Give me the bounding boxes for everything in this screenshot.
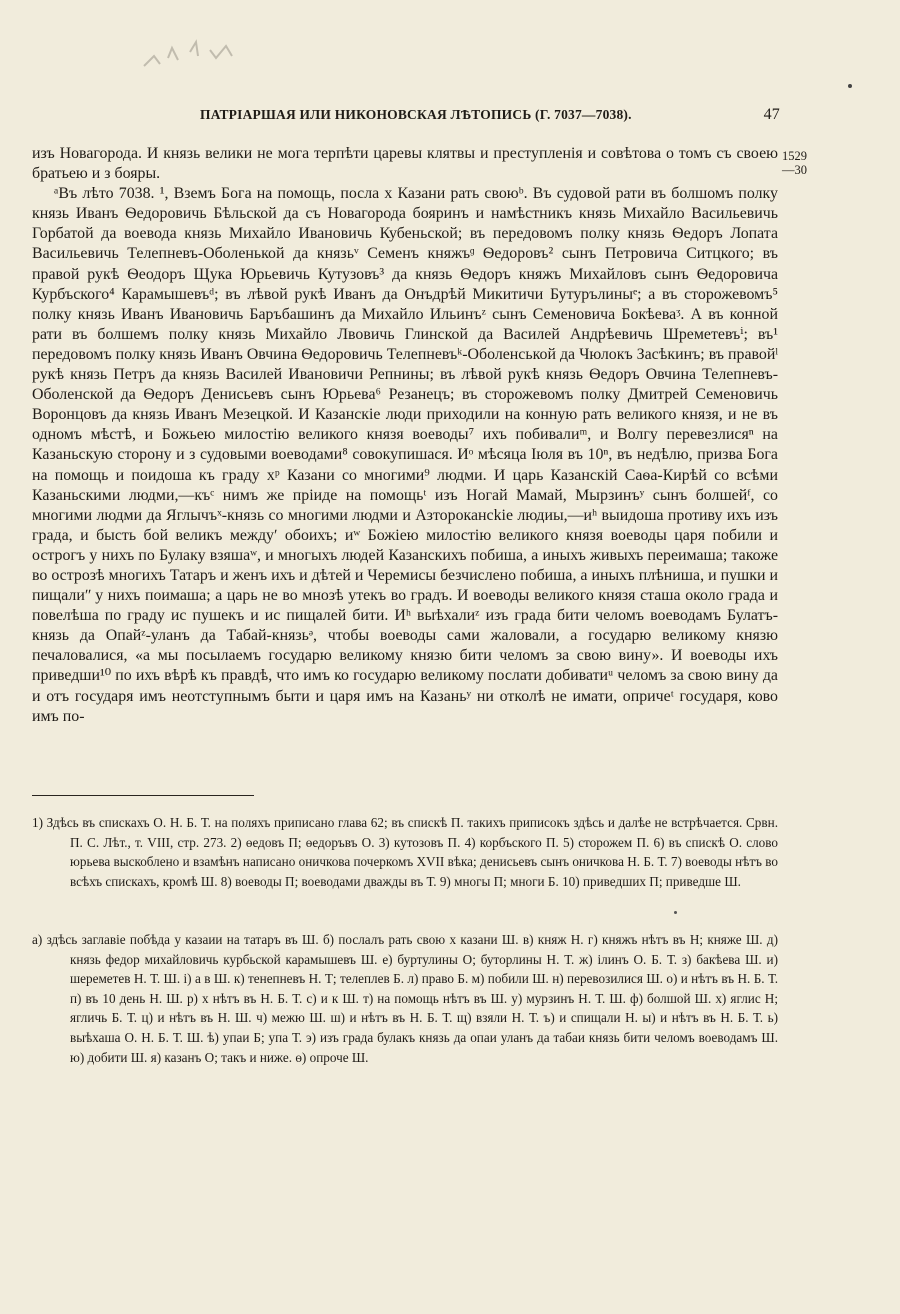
numbered-footnotes (32, 813, 778, 891)
paragraph-2: ᵃВъ лѣто 7038. ¹, Вземъ Бога на помощь, посла х Казани рать своюᵇ. Въ судовой рати въ болшомъ полку князь Иванъ Ѳедоровичь Бѣльской да съ Новагорода бояринъ и намѣстникъ князь Михайло Васильевичь Горбатой да воевода князь Михайло Ивановичь Кубеньской; въ передовомъ полку князь Ѳедоръ Лопата Васильевичь Телепневъ-Оболенькой да князьᵛ Семенъ княжъᶢ Ѳедоровъ² сынъ Петровича Ситцкого; въ правой рукѣ Ѳеодоръ Щука Юрьевичь Кутузовъ³ да князь Ѳедоръ княжъ Михайловъ сынъ Ѳедоровича Курбъского⁴ Карамышевъᵈ; въ лѣвой рукѣ Иванъ да Онъдрѣй Микитичи Бутурълиныᵉ; а въ сторожевомъ⁵ полку князь Иванъ Ивановичь Баръбашинъ да Михайло Ильинъᶻ сынъ Семеновича Бокѣеваᶾ. А въ конной рати въ болшемъ полку князь Михайло Лвовичь Глинской да Василей Андрѣевичь Шреметевъⁱ; въ¹ передовомъ полку князь Иванъ Овчина Ѳедоровичь Телепневъᵏ-Оболенськой да Чюлокъ Засѣкинъ; въ правойˡ рукѣ князь Петръ да князь Василей Ивановичи Репнины; въ лѣвой рукѣ князь Ѳедоръ Овчина Телепневъ-Оболенской да Ѳедоръ Денисьевъ сынъ Юрьева⁶ Резанецъ; въ сторожевомъ полку Дмитрей Семеновичь Воронцовъ да князь Иванъ Мезецкой. И Казанскіе люди приходили на конную рать великого князя, и не въ одномъ мѣстѣ, и Божьею милостію великого князя воеводы⁷ ихъ побивалиᵐ, и Волгу перевезлисяⁿ на Казаньскую сторону и з судовыми воеводами⁸ совокупишася. Иᵒ мѣсяца Іюля въ 10ⁿ, въ недѣлю, призва Бога на помощь и поидоша къ граду хᵖ Казани со многими⁹ людми. И царь Казанскій Саѳа-Кирѣй со всѣми Казаньскими людми,—къᶜ нимъ же пріиде на помощьᵗ изъ Ногай Мамай, Мырзинъʸ сынъ болшейᶠ, со многими людми да Яглычъˣ-князь со многими людми и Азторокансkie людиы,—иʰ выидоша противу ихъ изъ града, и бысть бой великъ междуʹ обоихъ; иʷ Божіею милостію великого князя воеводы царя побили и острогъ у нихъ по Булаку взяшаʷ, и многыхъ людей Казанскихъ побиша, а иныхъ живыхъ переимаша; такоже во острозѣ многихъ Татаръ и женъ ихъ и дѣтей и Черемисы безчислено побиша, а иныхъ плѣниша, и пушки и пищалиʺ у нихъ поимаша; а царь не во мнозѣ утекъ во градъ. И воеводы великого князя сташа около града и повелѣша по граду ис пушекъ и ис пищалей бити. Иʰ выѣхалиᶻ изъ града бити челомъ воеводамъ Булатъ-князь да Опайᶻ-уланъ да Табай-князьᵊ, чтобы воеводы сами жаловали, а государю великому князю печаловалися, «а мы посылаемъ государю великому князю бити челомъ за свою вину». И воеводы ихъ приведши¹⁰ по ихъ вѣрѣ къ правдѣ, что имъ ко государю великому послати добиватиᵘ челомъ за свою вину да и отъ государя имъ неотступнымъ быти и царя имъ на Казаньʸ ни отколѣ не имати, опричеᵗ государя, ково имъ по- (32, 185, 778, 725)
page-number: 47 (763, 106, 780, 123)
paragraph-1: изъ Новагорода. И князь велики не могa терпѣти царевы клятвы и преступленія и совѣтова о томъ съ своею братьею и з бояры. (32, 145, 778, 183)
margin-year-bottom: —30 (782, 163, 807, 177)
running-title: ПАТРІАРШАЯ ИЛИ НИКОНОВСКАЯ ЛѢТОПИСЬ (Г. 7037—7038). (200, 107, 632, 122)
running-header (200, 107, 780, 124)
margin-year-note (782, 149, 807, 177)
speck-mark (674, 911, 677, 914)
lettered-variant-notes (32, 930, 778, 1067)
main-text (32, 144, 778, 727)
speck-mark (848, 84, 852, 88)
footnote-divider (32, 795, 254, 796)
ink-stain-mark (138, 38, 248, 74)
numbered-footnotes-text: 1) Здѣсь въ спискахъ О. Н. Б. Т. на поляхъ приписано глава 62; въ спискѣ П. такихъ приписокъ здѣсь и далѣе не встрѣчается. Срвн. П. С. Лѣт., т. VIII, стр. 273. 2) ѳедовъ П; ѳедоръвъ О. 3) кутозовъ П. 4) корбъского П. 5) сторожем П. 6) въ спискѣ О. слово юрьева выскоблено и взамѣнъ написано оничкова почеркомъ XVII вѣка; денисьевъ сынъ оничкова Н. Б. Т. 7) воеводы нѣтъ во всѣхъ спискахъ, кромѣ Ш. 8) воеводы П; воеводами дважды въ Т. 9) многы П; многи Б. 10) приведших П; приведше Ш. (32, 815, 778, 889)
lettered-variant-notes-text: а) здѣсь заглавіе побѣда у казаии на татаръ въ Ш. б) послалъ рать свою х казани Ш. в) княж Н. г) княжъ нѣтъ въ Н; княже Ш. д) князь федор михайловичь курбьской карамышевъ Ш. е) буртулины О; буторлины Н. Т. ж) ілинъ О. Б. Т. з) бакѣева Ш. и) шереметев Н. Т. Ш. і) а в Ш. к) тенепневъ Н. Т; телеплев Б. л) право Б. м) побили Ш. н) перевозилися Ш. о) и нѣтъ въ Н. Б. Т. п) въ 10 день Н. Ш. р) х нѣтъ въ Н. Б. Т. с) и к Ш. т) на помощь нѣтъ въ Ш. у) мурзинъ Н. Т. Ш. ф) болшой Ш. х) яглис Н; ягличь Б. Т. ц) и нѣтъ въ Н. Ш. ч) межю Ш. ш) и нѣтъ въ Н. Б. Т. щ) взяли Н. Т. ъ) и спищали Н. ы) и нѣтъ въ Н. Б. Т. ь) выѣхаша О. Н. Б. Т. Ш. ѣ) упаи Б; упа Т. э) изъ града булакъ князь да опаи уланъ да табаи князь бити челомъ воеводамъ Ш. ю) добити Ш. я) казанъ О; такъ и ниже. ѳ) опроче Ш. (32, 932, 778, 1065)
margin-year-top: 1529 (782, 149, 807, 163)
